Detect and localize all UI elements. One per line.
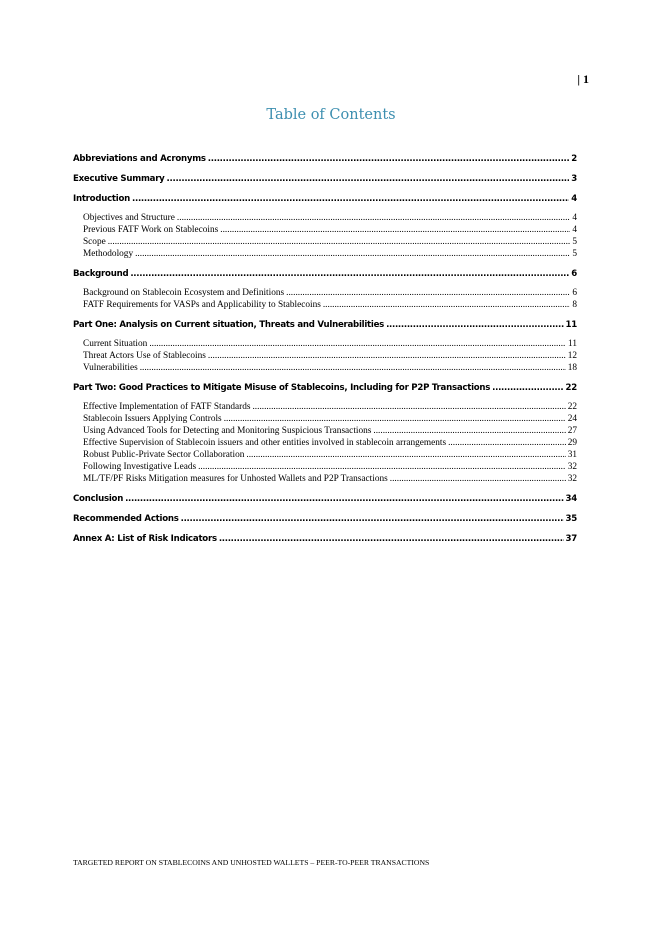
toc-subentry-risk-mitigation[interactable] (73, 473, 577, 492)
dot-leader (286, 287, 570, 299)
toc-entry-label: Abbreviations and Acronyms (73, 154, 206, 164)
toc-entry-label: Background on Stablecoin Ecosystem and Definitions (83, 288, 285, 298)
dot-leader (198, 461, 566, 473)
toc-entry-label: Conclusion (73, 494, 124, 504)
dot-leader (125, 492, 563, 506)
toc-entry-page: 12 (567, 351, 577, 361)
dot-leader (108, 236, 571, 248)
toc-entry-label: Using Advanced Tools for Detecting and Monitoring Suspicious Transactions (83, 426, 372, 436)
dot-leader (373, 425, 565, 437)
toc-subentry-fatf-requirements[interactable] (73, 299, 577, 318)
dot-leader (177, 212, 570, 224)
toc-entry-page: 27 (567, 426, 577, 436)
dot-leader (492, 381, 563, 395)
toc-subentry-scope[interactable] (73, 236, 577, 248)
page-number: | 1 (577, 72, 589, 86)
toc-entry-label: Effective Supervision of Stablecoin issuers and other entities involved in stablecoin arrangements (83, 438, 447, 448)
toc-entry-page: 8 (572, 300, 577, 310)
dot-leader (130, 267, 569, 281)
toc-entry-label: Background (73, 269, 129, 279)
toc-entry-label: Recommended Actions (73, 514, 179, 524)
dot-leader (252, 401, 565, 413)
dot-leader (323, 299, 571, 311)
toc-entry-page: 6 (572, 288, 577, 298)
toc-entry-label: Effective Implementation of FATF Standards (83, 402, 251, 412)
toc-entry-page: 18 (567, 363, 577, 373)
toc-entry-page: 35 (565, 514, 577, 524)
toc-entry-label: Part One: Analysis on Current situation, Threats and Vulnerabilities (73, 320, 385, 330)
toc-subentry-investigative-leads[interactable] (73, 461, 577, 473)
toc-entry-page: 5 (572, 237, 577, 247)
toc-subentry-methodology[interactable] (73, 248, 577, 267)
toc-entry-page: 4 (571, 194, 577, 204)
toc-subentry-objectives[interactable] (73, 212, 577, 224)
toc-entry-page: 6 (571, 269, 577, 279)
toc-subentry-effective-supervision[interactable] (73, 437, 577, 449)
toc-entry-page: 31 (567, 450, 577, 460)
toc-entry-label: Annex A: List of Risk Indicators (73, 534, 217, 544)
dot-leader (246, 449, 565, 461)
toc-entry-page: 37 (565, 534, 577, 544)
toc-subentry-ecosystem[interactable] (73, 287, 577, 299)
dot-leader (390, 473, 566, 485)
toc-entry-label: Objectives and Structure (83, 213, 175, 223)
toc-entry-label: ML/TF/PF Risks Mitigation measures for Unhosted Wallets and P2P Transactions (83, 474, 388, 484)
toc-entry-executive-summary[interactable] (73, 172, 577, 192)
toc-entry-page: 11 (565, 320, 577, 330)
dot-leader (167, 172, 570, 186)
dot-leader (219, 532, 564, 546)
toc-entry-recommended-actions[interactable] (73, 512, 577, 532)
toc-entry-page: 34 (565, 494, 577, 504)
toc-subentry-issuers-controls[interactable] (73, 413, 577, 425)
running-footer: TARGETED REPORT ON STABLECOINS AND UNHOSTED WALLETS – PEER-TO-PEER TRANSACTIONS (73, 858, 430, 867)
toc-entry-annex-a[interactable] (73, 532, 577, 552)
toc-subentry-vulnerabilities[interactable] (73, 362, 577, 381)
toc-entry-page: 11 (568, 339, 577, 349)
toc-entry-page: 29 (567, 438, 577, 448)
toc-subentry-advanced-tools[interactable] (73, 425, 577, 437)
toc-entry-page: 22 (565, 383, 577, 393)
dot-leader (132, 192, 569, 206)
toc-entry-page: 2 (571, 154, 577, 164)
toc-entry-label: FATF Requirements for VASPs and Applicability to Stablecoins (83, 300, 321, 310)
toc-entry-page: 3 (571, 174, 577, 184)
toc-entry-abbreviations[interactable] (73, 152, 577, 172)
toc-subentry-collaboration[interactable] (73, 449, 577, 461)
table-of-contents (73, 152, 577, 552)
dot-leader (140, 362, 566, 374)
toc-entry-page: 5 (572, 249, 577, 259)
toc-entry-label: Methodology (83, 249, 134, 259)
toc-entry-page: 4 (572, 213, 577, 223)
dot-leader (149, 338, 566, 350)
toc-entry-label: Following Investigative Leads (83, 462, 197, 472)
toc-subentry-current-situation[interactable] (73, 338, 577, 350)
toc-subentry-previous-work[interactable] (73, 224, 577, 236)
toc-entry-conclusion[interactable] (73, 492, 577, 512)
dot-leader (208, 350, 566, 362)
toc-entry-label: Current Situation (83, 339, 148, 349)
toc-entry-label: Threat Actors Use of Stablecoins (83, 351, 206, 361)
toc-entry-background[interactable] (73, 267, 577, 287)
toc-entry-page: 4 (572, 225, 577, 235)
toc-entry-page: 32 (567, 474, 577, 484)
toc-entry-label: Executive Summary (73, 174, 165, 184)
toc-entry-part-one[interactable] (73, 318, 577, 338)
toc-entry-introduction[interactable] (73, 192, 577, 212)
dot-leader (208, 152, 569, 166)
dot-leader (224, 413, 566, 425)
toc-entry-page: 32 (567, 462, 577, 472)
toc-entry-page: 24 (567, 414, 577, 424)
toc-entry-label: Robust Public-Private Sector Collaboration (83, 450, 245, 460)
toc-entry-page: 22 (567, 402, 577, 412)
toc-entry-label: Introduction (73, 194, 131, 204)
dot-leader (448, 437, 566, 449)
toc-entry-label: Scope (83, 237, 106, 247)
toc-entry-label: Previous FATF Work on Stablecoins (83, 225, 219, 235)
dot-leader (181, 512, 564, 526)
toc-title: Table of Contents (266, 107, 396, 123)
toc-entry-label: Vulnerabilities (83, 363, 138, 373)
toc-subentry-threat-actors[interactable] (73, 350, 577, 362)
dot-leader (220, 224, 570, 236)
toc-entry-label: Part Two: Good Practices to Mitigate Misuse of Stablecoins, Including for P2P Transactions (73, 383, 491, 393)
toc-entry-label: Stablecoin Issuers Applying Controls (83, 414, 222, 424)
toc-subentry-effective-implementation[interactable] (73, 401, 577, 413)
toc-entry-part-two[interactable] (73, 381, 577, 401)
dot-leader (386, 318, 563, 332)
dot-leader (135, 248, 570, 260)
